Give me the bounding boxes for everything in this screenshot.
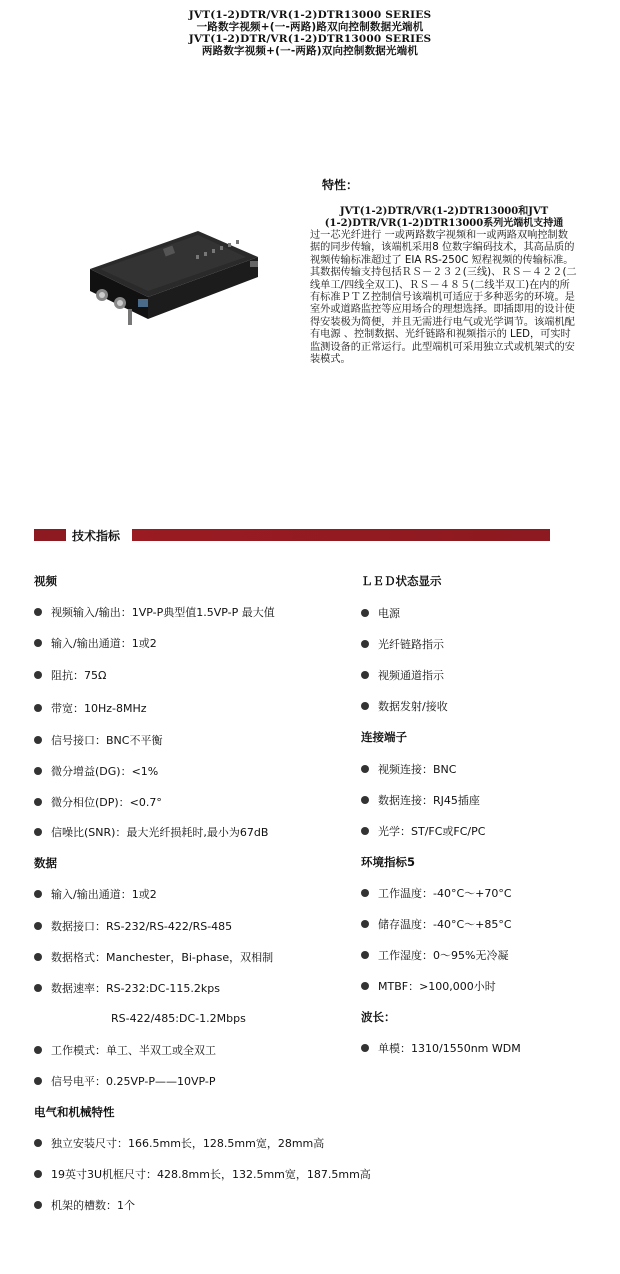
- list-item: 数据发射/接收: [361, 698, 448, 714]
- bullet-icon: [361, 827, 369, 835]
- list-item: 工作温度：-40°C～+70°C: [361, 885, 512, 901]
- bullet-icon: [361, 640, 369, 648]
- features-heading-1: JVT(1-2)DTR/VR(1-2)DTR13000和JVT: [339, 206, 549, 217]
- list-item: 信号接口：BNC不平衡: [34, 732, 162, 748]
- bullet-icon: [34, 767, 42, 775]
- list-item: 阻抗：75Ω: [34, 667, 106, 683]
- data-rate-continuation: RS-422/485:DC-1.2Mbps: [111, 1012, 246, 1025]
- list-item: 19英寸3U机框尺寸：428.8mm长，132.5mm宽，187.5mm高: [34, 1166, 371, 1182]
- list-item: 数据速率：RS-232:DC-115.2kps: [34, 980, 220, 996]
- list-item: 微分相位(DP)：<0.7°: [34, 794, 162, 810]
- list-item: 工作湿度：0～95%无冷凝: [361, 947, 508, 963]
- bullet-icon: [361, 796, 369, 804]
- connector-title: 连接端子: [361, 730, 407, 744]
- device-image: [86, 217, 262, 327]
- list-item: 信号电平：0.25VP-P——10VP-P: [34, 1073, 216, 1089]
- header-line-3: JVT(1-2)DTR/VR(1-2)DTR13000 SERIES: [188, 33, 432, 45]
- list-item: 单模：1310/1550nm WDM: [361, 1040, 521, 1056]
- list-item: MTBF：>100,000小时: [361, 978, 496, 994]
- bullet-icon: [34, 608, 42, 616]
- list-item: 数据格式：Manchester，Bi-phase，双相制: [34, 949, 273, 965]
- section-title: 技术指标: [72, 529, 121, 543]
- wavelength-title: 波长：: [361, 1010, 396, 1024]
- led-title: ＬＥＤ状态显示: [361, 574, 442, 588]
- list-item: 数据连接：RJ45插座: [361, 792, 480, 808]
- list-item: 工作模式：单工、半双工或全双工: [34, 1042, 216, 1058]
- bullet-icon: [361, 920, 369, 928]
- list-item: 输入/输出通道：1或2: [34, 635, 157, 651]
- features-title: 特性：: [322, 178, 359, 192]
- list-item: 视频通道指示: [361, 667, 444, 683]
- data-title: 数据: [34, 856, 57, 870]
- bullet-icon: [34, 890, 42, 898]
- section-bar-left: [34, 529, 66, 541]
- bullet-icon: [361, 702, 369, 710]
- list-item: 光纤链路指示: [361, 636, 444, 652]
- bullet-icon: [34, 1201, 42, 1209]
- bullet-icon: [361, 1044, 369, 1052]
- list-item: 电源: [361, 605, 400, 621]
- list-item: 视频连接：BNC: [361, 761, 456, 777]
- list-item: 光学：ST/FC或FC/PC: [361, 823, 485, 839]
- list-item: 机架的槽数：1个: [34, 1197, 135, 1213]
- list-item: 独立安装尺寸：166.5mm长，128.5mm宽，28mm高: [34, 1135, 324, 1151]
- list-item: 带宽：10Hz-8MHz: [34, 700, 147, 716]
- bullet-icon: [34, 639, 42, 647]
- bullet-icon: [34, 1046, 42, 1054]
- elec-title: 电气和机械特性: [34, 1105, 115, 1119]
- bullet-icon: [34, 798, 42, 806]
- list-item: 输入/输出通道：1或2: [34, 886, 157, 902]
- bullet-icon: [34, 953, 42, 961]
- list-item: 数据接口：RS-232/RS-422/RS-485: [34, 918, 232, 934]
- features-body: 过一芯光纤进行 一或两路数字视频和一或两路双响控制数据的同步传输，该端机采用8 位数字编码技术，其高品质的视频传输标准超过了 EIA RS-250C 短程视频的传输标准。 其数据传输支持包括ＲＳ－２３２(三线)、ＲＳ－４２２(二线单工/四线全双工)、ＲＳ－４８５(二线半双工)在内的所有标准ＰＴＺ控制信号该端机可适应于多种恶劣的环境。是室外或道路监控等应用场合的理想选择。即插即用的设计使得安装极为简便，并且无需进行电气或光学调节。该端机配有电源 、控制数据、光纤链路和视频指示的 LED，可实时监测设备的正常运行。此型端机可采用独立式或机架式的安装模式。: [310, 230, 577, 366]
- bullet-icon: [34, 1170, 42, 1178]
- header-line-2: 一路数字视频+(一-两路)路双向控制数据光端机: [196, 21, 424, 33]
- bullet-icon: [34, 922, 42, 930]
- list-item: 信噪比(SNR)：最大光纤损耗时,最小为67dB: [34, 824, 268, 840]
- bullet-icon: [361, 982, 369, 990]
- bullet-icon: [34, 984, 42, 992]
- bullet-icon: [34, 1077, 42, 1085]
- list-item: 视频输入/输出：1VP-P典型值1.5VP-P 最大值: [34, 604, 275, 620]
- bullet-icon: [34, 1139, 42, 1147]
- bullet-icon: [361, 609, 369, 617]
- features-heading-2: (1-2)DTR/VR(1-2)DTR13000系列光端机支持通: [324, 218, 564, 229]
- bullet-icon: [361, 889, 369, 897]
- video-title: 视频: [34, 574, 57, 588]
- bullet-icon: [361, 671, 369, 679]
- section-bar-right: [132, 529, 550, 541]
- bullet-icon: [34, 736, 42, 744]
- bullet-icon: [361, 951, 369, 959]
- bullet-icon: [34, 671, 42, 679]
- header-line-4: 两路数字视频+(一-两路)双向控制数据光端机: [201, 45, 419, 57]
- list-item: 微分增益(DG)：<1%: [34, 763, 158, 779]
- env-title: 环境指标5: [361, 855, 416, 869]
- bullet-icon: [34, 828, 42, 836]
- bullet-icon: [34, 704, 42, 712]
- list-item: 储存温度：-40°C～+85°C: [361, 916, 512, 932]
- header-line-1: JVT(1-2)DTR/VR(1-2)DTR13000 SERIES: [188, 9, 432, 21]
- bullet-icon: [361, 765, 369, 773]
